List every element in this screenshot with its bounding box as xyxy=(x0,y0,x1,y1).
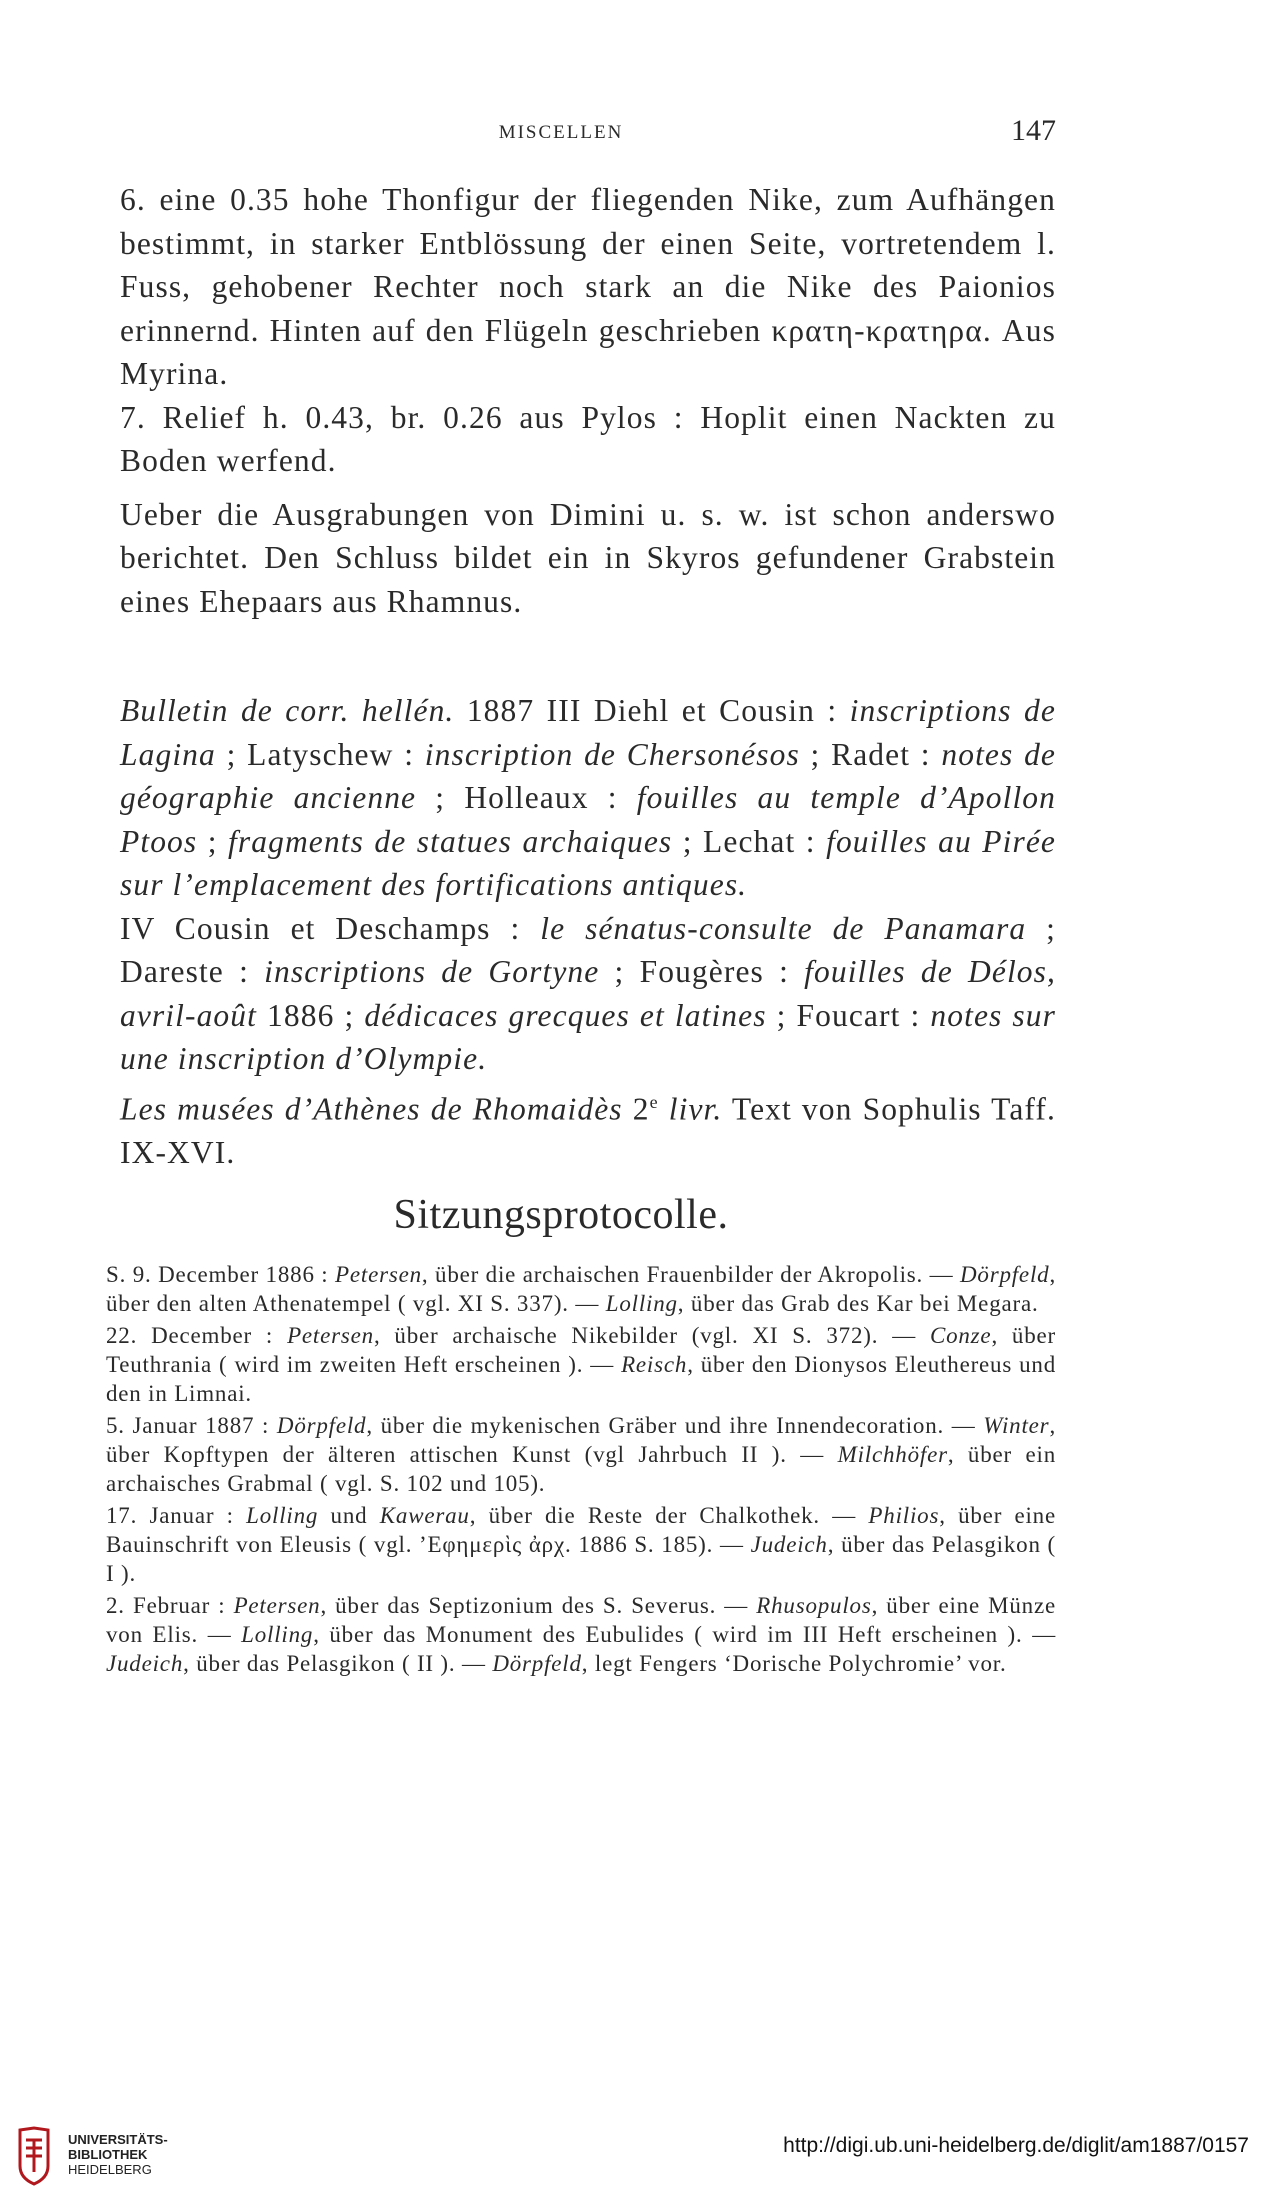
section-title: Sitzungsprotocolle. xyxy=(393,1192,729,1238)
running-header xyxy=(66,114,1056,158)
paragraph-item-7: 7. Relief h. 0.43, br. 0.26 aus Pylos : Hoplit einen Nackten zu Boden werfend. xyxy=(120,399,1056,478)
protocol-entry: 22. December : Petersen, über archaische Nikebilder (vgl. XI S. 372). — Conze, über Teuthrania ( wird im zweiten Heft erscheinen ). — Reisch, über den Dionysos Eleuthereus und den in Limnai. xyxy=(106,1323,1057,1406)
source-url-link[interactable]: http://digi.ub.uni-heidelberg.de/diglit/am1887/0157 xyxy=(783,2134,1249,2157)
protocol-entry: 2. Februar : Petersen, über das Septizonium des S. Severus. — Rhusopulos, über eine Münze von Elis. — Lolling, über das Monument des Eubulides ( wird im III Heft erscheinen ). — Judeich, über das Pelasgikon ( II ). — Dörpfeld, legt Fengers ‘Dorische Polychromie’ vor. xyxy=(106,1593,1056,1676)
protocol-entry: 5. Januar 1887 : Dörpfeld, über die mykenischen Gräber und ihre Innendecoration. — Winter, über Kopftypen der älteren attischen Kunst (vgl Jahrbuch II ). — Milchhöfer, über ein archaisches Grabmal ( vgl. S. 102 und 105). xyxy=(106,1413,1057,1496)
paragraph-musees: Les musées d’Athènes de Rhomaidès 2e livr. Text von Sophulis Taff. IX-XVI. xyxy=(120,1091,1056,1170)
paragraph-bulletin: Bulletin de corr. hellén. 1887 III Diehl et Cousin : inscriptions de Lagina ; Latyschew : inscription de Chersonésos ; Radet : notes de géographie ancienne ; Holleaux : fouilles au temple d’Apollon Ptoos ; fragments de statues archaiques ; Lechat : fouilles au Pirée sur l’emplacement des fortifications antiques. xyxy=(120,693,1057,902)
protocol-entry: S. 9. December 1886 : Petersen, über die archaischen Frauenbilder der Akropolis. — Dörpfeld, über den alten Athenatempel ( vgl. XI S. 337). — Lolling, über das Grab des Kar bei Megara. xyxy=(106,1262,1056,1316)
paragraph-item-6: 6. eine 0.35 hohe Thonfigur der fliegenden Nike, zum Aufhängen bestimmt, in starker Entblössung der einen Seite, vortretendem l. Fuss, gehobener Rechter noch stark an die Nike des Paionios erinnernd. Hinten auf den Flügeln geschrieben κρατη-κρατηρα. Aus Myrina. xyxy=(120,182,1056,391)
page-number: 147 xyxy=(1011,114,1056,147)
paragraph-dimini: Ueber die Ausgrabungen von Dimini u. s. w. ist schon anderswo berichtet. Den Schluss bildet ein in Skyros gefundener Grabstein eines Ehepaars aus Rhamnus. xyxy=(120,496,1056,619)
university-library-logo-icon xyxy=(14,2126,54,2186)
library-name: UNIVERSITÄTS- BIBLIOTHEK HEIDELBERG xyxy=(68,2132,168,2177)
protocol-entry: 17. Januar : Lolling und Kawerau, über die Reste der Chalkothek. — Philios, über eine Bauinschrift von Eleusis ( vgl. ’Εφημερὶς ἀρχ. 1886 S. 185). — Judeich, über das Pelasgikon ( I ). xyxy=(106,1503,1057,1586)
page-body xyxy=(66,178,1056,1678)
paragraph-bulletin-iv: IV Cousin et Deschamps : le sénatus-consulte de Panamara ; Dareste : inscriptions de Gortyne ; Fougères : fouilles de Délos, avril-août 1886 ; dédicaces grecques et latines ; Foucart : notes sur une inscription d’Olympie. xyxy=(120,910,1057,1076)
footer-bar xyxy=(0,2112,1267,2200)
running-title: MISCELLEN xyxy=(498,122,624,143)
